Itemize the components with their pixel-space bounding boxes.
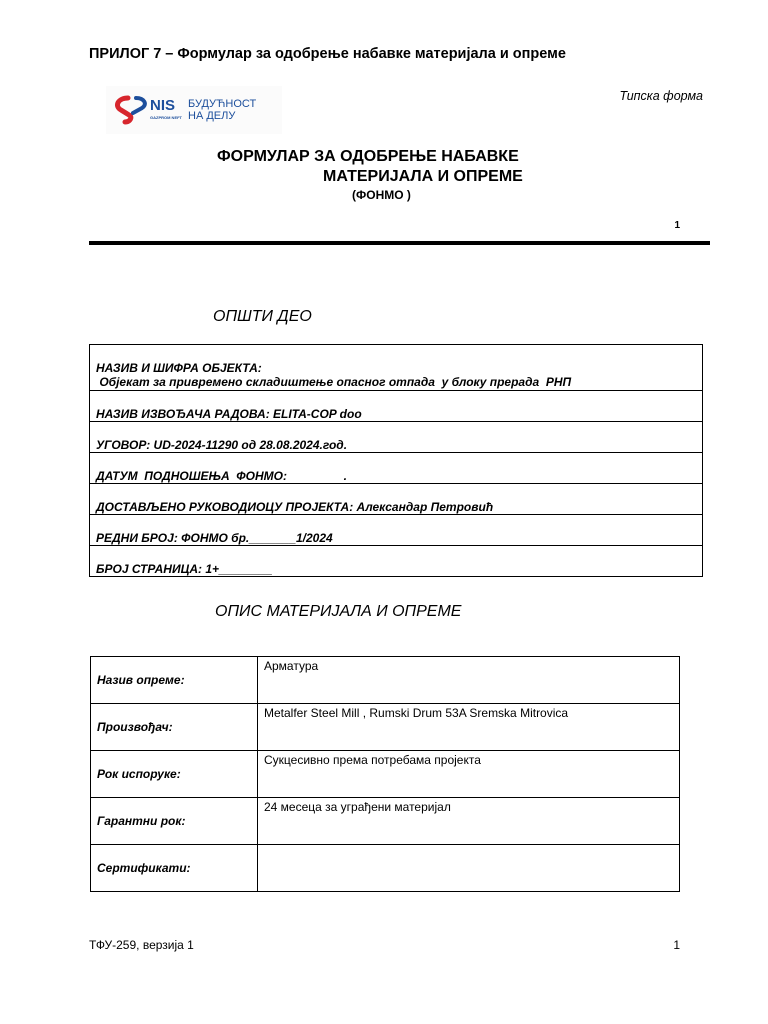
logo-swoosh-red-shape [117, 98, 130, 122]
table-row [91, 704, 680, 751]
table-row [91, 845, 680, 892]
object-value: Објекат за привремено складиштење опасног отпада у блоку прерада РНП [96, 375, 572, 389]
annex-title: ПРИЛОГ 7 – Формулар за одобрење набавке материјала и опреме [89, 46, 566, 62]
object-cell [90, 345, 703, 391]
materials-section-heading: ОПИС МАТЕРИЈАЛА И ОПРЕМЕ [215, 603, 462, 620]
contract-cell: УГОВОР: UD-2024-11290 од 28.08.2024.год. [90, 422, 703, 453]
manufacturer-label: Произвођач: [91, 704, 258, 751]
general-section-heading: ОПШТИ ДЕО [213, 308, 312, 325]
form-abbreviation: (ФОНМО ) [352, 188, 411, 202]
contractor-cell: НАЗИВ ИЗВОЂАЧА РАДОВА: ELITA-COP doo [90, 391, 703, 422]
table-row [90, 546, 703, 577]
certificates-value [258, 845, 680, 892]
footer-doc-code: ТФУ-259, верзија 1 [89, 938, 194, 952]
warranty-value: 24 месеца за уграђени материјал [258, 798, 680, 845]
table-row [90, 453, 703, 484]
table-row [90, 345, 703, 391]
footer-page-number: 1 [673, 938, 680, 952]
materials-table [90, 656, 680, 892]
equipment-name-label: Назив опреме: [91, 657, 258, 704]
nis-logo-icon [106, 86, 282, 134]
table-row [91, 751, 680, 798]
logo-brand-sub-text: GAZPROM NEFT [150, 115, 182, 120]
table-row [91, 798, 680, 845]
table-row [91, 657, 680, 704]
logo-brand-text: NIS [150, 97, 176, 114]
logo-swoosh-blue-shape [133, 98, 145, 113]
serial-number-cell: РЕДНИ БРОЈ: ФОНМО бр._______1/2024 [90, 515, 703, 546]
table-row [90, 391, 703, 422]
form-type-label: Типска форма [619, 89, 703, 103]
header-page-number: 1 [674, 220, 680, 231]
header-divider [89, 241, 710, 245]
object-label: НАЗИВ И ШИФРА ОБЈЕКТА: [96, 361, 262, 375]
delivery-term-value: Сукцесивно према потребама пројекта [258, 751, 680, 798]
table-row [90, 422, 703, 453]
page-count-cell: БРОЈ СТРАНИЦА: 1+________ [90, 546, 703, 577]
warranty-label: Гарантни рок: [91, 798, 258, 845]
logo-slogan-line2: НА ДЕЛУ [188, 110, 236, 122]
delivery-term-label: Рок испоруке: [91, 751, 258, 798]
project-manager-cell: ДОСТАВЉЕНО РУКОВОДИОЦУ ПРОЈЕКТА: Александар Петровић [90, 484, 703, 515]
manufacturer-value: Metalfer Steel Mill , Rumski Drum 53A Sremska Mitrovica [258, 704, 680, 751]
equipment-name-value: Арматура [258, 657, 680, 704]
company-logo [106, 86, 282, 134]
logo-slogan-line1: БУДУЋНОСТ [188, 98, 257, 110]
table-row [90, 515, 703, 546]
general-info-table [89, 344, 703, 577]
table-row [90, 484, 703, 515]
form-title-line1: ФОРМУЛАР ЗА ОДОБРЕЊЕ НАБАВКЕ [217, 148, 519, 165]
certificates-label: Сертификати: [91, 845, 258, 892]
form-title-line2: МАТЕРИЈАЛА И ОПРЕМЕ [323, 168, 523, 185]
submission-date-cell: ДАТУМ ПОДНОШЕЊА ФОНМО: . [90, 453, 703, 484]
